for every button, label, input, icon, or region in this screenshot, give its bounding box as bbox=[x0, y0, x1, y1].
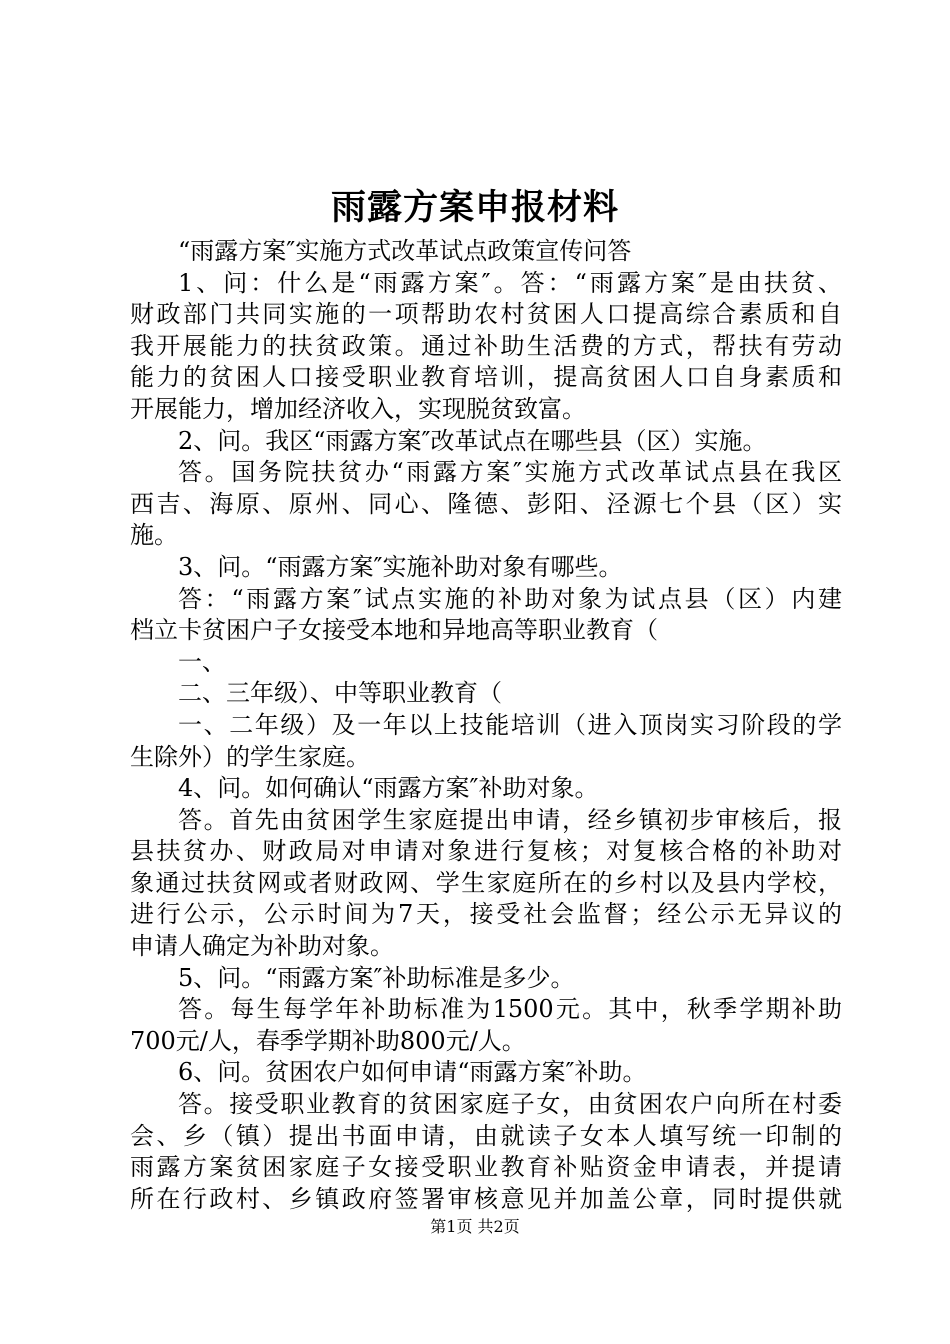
text-line: 施。 bbox=[130, 521, 178, 550]
text-line: 财政部门共同实施的一项帮助农村贫困人口提高综合素质和自 bbox=[130, 300, 842, 329]
text-line: 答。接受职业教育的贫困家庭子女，由贫困农户向所在村委 bbox=[178, 1090, 842, 1119]
subtitle-line: “雨露方案″实施方式改革试点政策宣传问答 bbox=[178, 237, 632, 265]
text-line: 6、问。贫困农户如何申请“雨露方案″补助。 bbox=[178, 1058, 647, 1087]
text-line: 答。国务院扶贫办“雨露方案″实施方式改革试点县在我区 bbox=[178, 458, 842, 487]
text-line: 700元/人，春季学期补助800元/人。 bbox=[130, 1026, 526, 1055]
text-line: 一、 bbox=[178, 647, 226, 676]
text-line: 档立卡贫困户子女接受本地和异地高等职业教育（ bbox=[130, 616, 658, 645]
text-line: 申请人确定为补助对象。 bbox=[130, 932, 394, 961]
text-line: 2、问。我区“雨露方案″改革试点在哪些县（区）实施。 bbox=[178, 426, 767, 455]
text-line: 开展能力，增加经济收入，实现脱贫致富。 bbox=[130, 394, 586, 423]
text-line: 西吉、海原、原州、同心、隆德、彭阳、泾源七个县（区）实 bbox=[130, 489, 842, 518]
text-line: 能力的贫困人口接受职业教育培训，提高贫困人口自身素质和 bbox=[130, 363, 842, 392]
document-title: 雨露方案申报材料 bbox=[330, 187, 619, 228]
text-line: 答。每生每学年补助标准为1500元。其中，秋季学期补助 bbox=[178, 995, 842, 1024]
text-line: 3、问。“雨露方案″实施补助对象有哪些。 bbox=[178, 552, 623, 581]
page-number: 第1页 共2页 bbox=[430, 1217, 520, 1236]
text-line: 二、三年级）、中等职业教育（ bbox=[178, 679, 502, 708]
text-line: 所在行政村、乡镇政府签署审核意见并加盖公章，同时提供就 bbox=[130, 1184, 842, 1213]
text-line: 象通过扶贫网或者财政网、学生家庭所在的乡村以及县内学校， bbox=[130, 868, 842, 897]
text-line: 答。首先由贫困学生家庭提出申请，经乡镇初步审核后，报 bbox=[178, 805, 842, 834]
document-body bbox=[130, 236, 842, 1215]
text-line: 5、问。“雨露方案″补助标准是多少。 bbox=[178, 963, 575, 992]
text-line: 会、乡（镇）提出书面申请，由就读子女本人填写统一印制的 bbox=[130, 1121, 842, 1150]
text-line: 进行公示，公示时间为7天，接受社会监督；经公示无异议的 bbox=[130, 900, 842, 929]
text-line: 1、问：什么是“雨露方案″。答：“雨露方案″是由扶贫、 bbox=[178, 268, 842, 297]
text-line: 答：“雨露方案″试点实施的补助对象为试点县（区）内建 bbox=[178, 584, 842, 613]
text-line: 雨露方案贫困家庭子女接受职业教育补贴资金申请表，并提请 bbox=[130, 1153, 842, 1182]
text-line: 县扶贫办、财政局对申请对象进行复核；对复核合格的补助对 bbox=[130, 837, 842, 866]
text-line: 一、二年级）及一年以上技能培训（进入顶岗实习阶段的学 bbox=[178, 710, 842, 739]
text-line: 生除外）的学生家庭。 bbox=[130, 742, 370, 771]
text-line: 我开展能力的扶贫政策。通过补助生活费的方式，帮扶有劳动 bbox=[130, 331, 842, 360]
text-line: 4、问。如何确认“雨露方案″补助对象。 bbox=[178, 774, 599, 803]
